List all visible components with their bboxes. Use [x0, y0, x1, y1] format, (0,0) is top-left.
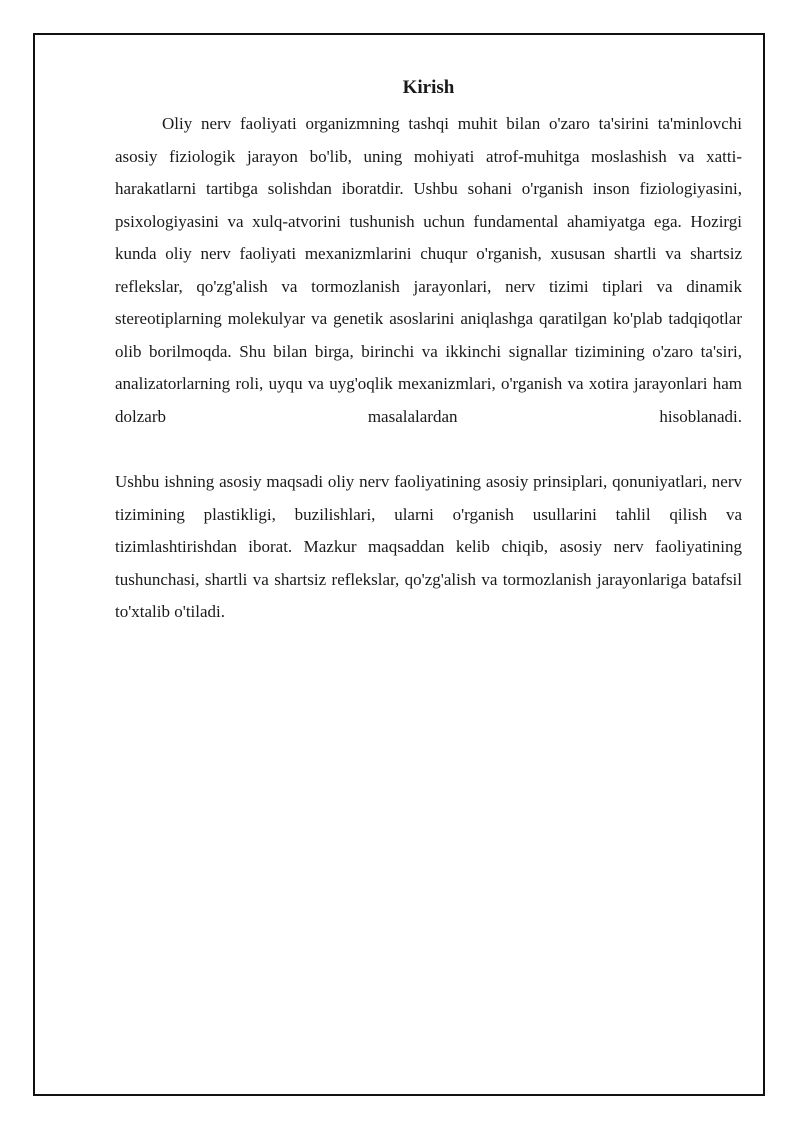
section-title: Kirish: [402, 77, 455, 98]
document-body: [115, 76, 742, 629]
paragraph-aim: Ushbu ishning asosiy maqsadi oliy nerv faoliyatining asosiy prinsiplari, qonuniyatlari, nerv tizimining plastikligi, buzilishlari, ularni o'rganish usullarini tahlil qilish va tizimlashtirishdan iborat. Mazkur maqsaddan kelib chiqib, asosiy nerv faoliyatining tushunchasi, shartli va shartsiz reflekslar, qo'zg'alish va tormozlanish jarayonlariga batafsil to'xtalib o'tiladi.: [115, 472, 742, 621]
paragraph-gap: [115, 433, 742, 466]
paragraph-intro: Oliy nerv faoliyati organizmning tashqi muhit bilan o'zaro ta'sirini ta'minlovchi asosiy fiziologik jarayon bo'lib, uning mohiyati atrof-muhitga moslashish va xatti-harakatlarni tartibga solishdan iboratdir. Ushbu sohani o'rganish inson fiziologiyasini, psixologiyasini va xulq-atvorini tushunish uchun fundamental ahamiyatga ega. Hozirgi kunda oliy nerv faoliyati mexanizmlarini chuqur o'rganish, xususan shartli va shartsiz reflekslar, qo'zg'alish va tormozlanish jarayonlari, nerv tizimi tiplari va dinamik stereotiplarning molekulyar va genetik asoslarini aniqlashga qaratilgan ko'plab tadqiqotlar olib borilmoqda. Shu bilan birga, birinchi va ikkinchi signallar tizimining o'zaro ta'siri, analizatorlarning roli, uyqu va uyg'oqlik mexanizmlari, o'rganish va xotira jarayonlari ham dolzarb masalalardan hisoblanadi.: [115, 114, 742, 426]
